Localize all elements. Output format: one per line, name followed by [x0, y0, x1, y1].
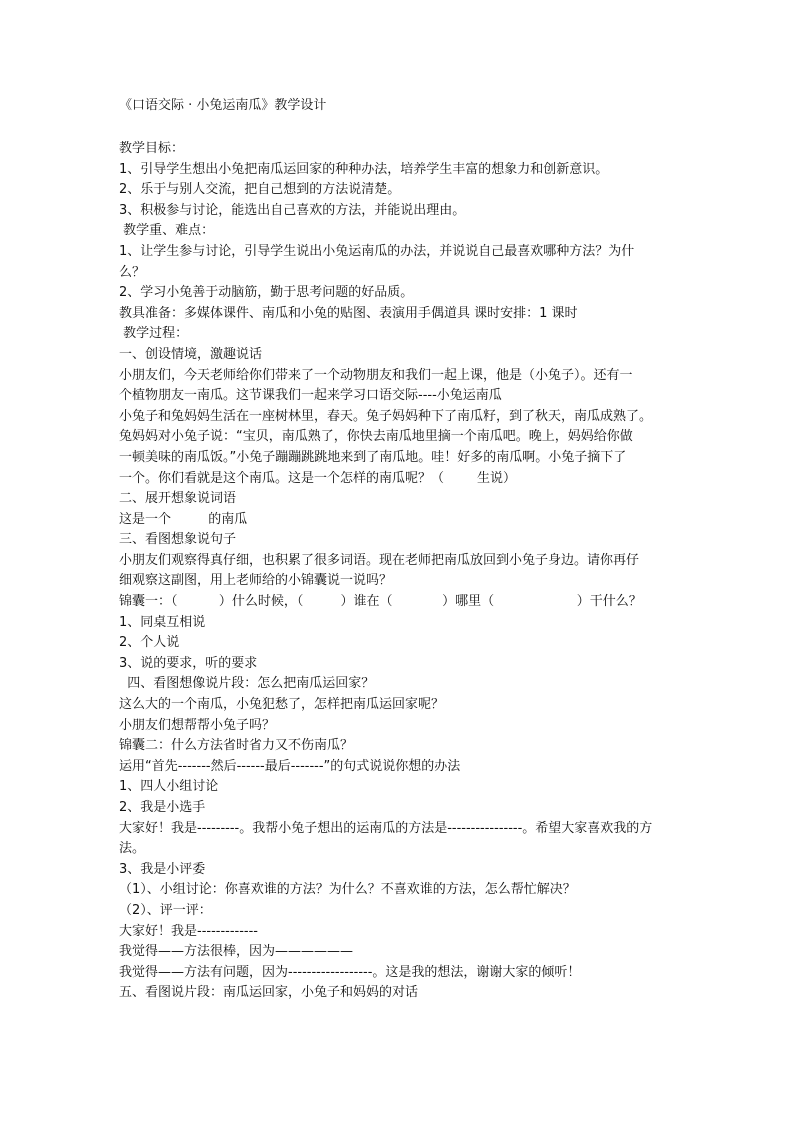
document-line: 教学目标：: [119, 141, 185, 156]
document-line: 3、说的要求，听的要求: [119, 655, 258, 671]
document-line: 锦囊一：（ ）什么时候，（ ）谁在（ ）哪里（ ）干什么？: [119, 594, 642, 610]
document-line: 么？: [119, 264, 146, 280]
document-line: 大家好！我是-------------: [119, 923, 258, 939]
document-line: 3、我是小评委: [119, 861, 206, 877]
document-body: [119, 96, 679, 1004]
document-lines: [119, 139, 679, 1004]
document-line: 2、个人说: [119, 635, 180, 651]
document-line: 四、看图想像说片段：怎么把南瓜运回家？: [119, 676, 375, 692]
document-line: 小朋友们，今天老师给你们带来了一个动物朋友和我们一起上课，他是（小兔子）。还有一: [119, 367, 633, 383]
document-line: 教学重、难点：: [119, 223, 215, 239]
document-line: 个植物朋友一南瓜。这节课我们一起来学习口语交际----小兔运南瓜: [119, 388, 502, 404]
document-line: 一个。你们看就是这个南瓜。这是一个怎样的南瓜呢？（ 生说）: [119, 470, 517, 486]
document-line: 小朋友们观察得真仔细，也积累了很多词语。现在老师把南瓜放回到小兔子身边。请你再仔: [119, 552, 640, 568]
document-line: 一、创设情境，激趣说话: [119, 346, 263, 362]
document-line: 2、我是小选手: [119, 800, 206, 815]
document-line: （1）、小组讨论：你喜欢谁的方法？为什么？不喜欢谁的方法，怎么帮忙解决？: [119, 882, 576, 898]
document-line: 运用“首先-------然后------最后-------”的句式说说你想的办法: [119, 758, 461, 774]
document-line: 五、看图说片段：南瓜运回家，小兔子和妈妈的对话: [119, 985, 419, 1001]
document-line: 我觉得——方法很棒，因为——————: [119, 944, 354, 960]
document-line: 1、同桌互相说: [119, 614, 206, 630]
document-line: 1、让学生参与讨论，引导学生说出小兔运南瓜的办法，并说说自己最喜欢哪种方法？为什: [119, 243, 635, 259]
document-line: 锦囊二：什么方法省时省力又不伤南瓜？: [119, 738, 354, 754]
document-line: 小兔子和兔妈妈生活在一座树林里，春天。兔子妈妈种下了南瓜籽，到了秋天，南瓜成熟了。: [119, 408, 653, 424]
document-line: 小朋友们想帮帮小兔子吗？: [119, 717, 276, 733]
document-line: 细观察这副图，用上老师给的小锦囊说一说吗？: [119, 573, 393, 589]
document-line: 大家好！我是---------。我帮小兔子想出的运南瓜的方法是----------------。希望大家喜欢我的方: [119, 820, 653, 836]
document-line: 一顿美味的南瓜饭。”小兔子蹦蹦跳跳地来到了南瓜地。哇！好多的南瓜啊。小兔子摘下了: [119, 449, 627, 465]
document-title: 《口语交际 · 小兔运南瓜》教学设计: [119, 98, 327, 113]
document-line: 兔妈妈对小兔子说：“宝贝，南瓜熟了，你快去南瓜地里摘一个南瓜吧。晚上，妈妈给你做: [119, 429, 633, 445]
document-line: 2、学习小兔善于动脑筋，勤于思考问题的好品质。: [119, 285, 414, 301]
document-line: 3、积极参与讨论，能选出自己喜欢的方法，并能说出理由。: [119, 202, 466, 218]
document-line: 教具准备：多媒体课件、南瓜和小兔的贴图、表演用手偶道具 课时安排：1 课时: [119, 305, 578, 321]
document-line: 法。: [119, 841, 146, 857]
document-line: 1、四人小组讨论: [119, 779, 219, 795]
document-line: 这么大的一个南瓜，小兔犯愁了，怎样把南瓜运回家呢？: [119, 697, 445, 713]
document-line: 教学过程：: [119, 326, 189, 342]
document-line: 我觉得——方法有问题，因为------------------。这是我的想法，谢谢大家的倾听！: [119, 964, 581, 980]
document-line: （2）、评一评：: [119, 902, 212, 918]
document-line: 三、看图想象说句子: [119, 532, 237, 548]
document-line: 这是一个 的南瓜: [119, 511, 248, 527]
document-line: 二、展开想象说词语: [119, 491, 237, 507]
document-line: 1、引导学生想出小兔把南瓜运回家的种种办法，培养学生丰富的想象力和创新意识。: [119, 161, 609, 177]
document-line: 2、乐于与别人交流，把自己想到的方法说清楚。: [119, 182, 401, 198]
